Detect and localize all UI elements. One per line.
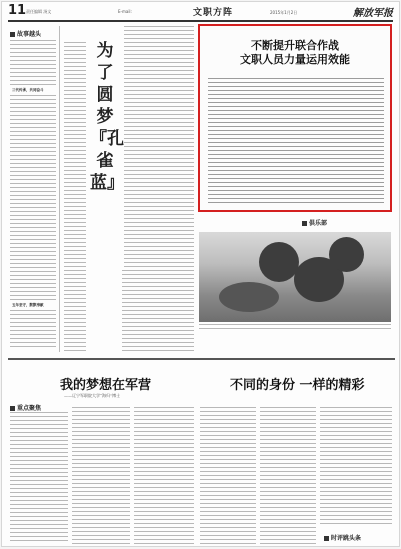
lower-middle-text	[122, 270, 194, 352]
featured-title-line-1: 不断提升联合作战	[251, 39, 339, 52]
bottom-left-column-heading: 重点聚焦	[10, 403, 41, 412]
column-rule	[59, 26, 60, 352]
section-divider	[8, 358, 395, 360]
left-column-text-1	[10, 40, 56, 85]
square-bullet-icon	[10, 32, 15, 37]
issue-date: 2015年1月2日	[270, 10, 298, 15]
bottom-right-title: 不同的身份 一样的精彩	[230, 378, 365, 393]
square-bullet-icon	[302, 221, 307, 226]
vertical-headline: 为了 圆梦 『孔雀 蓝』	[90, 41, 124, 193]
square-bullet-icon	[10, 406, 15, 411]
featured-article-text	[208, 78, 384, 206]
featured-article-box	[198, 24, 392, 212]
bottom-left-title: 我的梦想在军营	[60, 378, 152, 393]
newspaper-page	[1, 1, 400, 547]
editor-email: E-mail:	[118, 9, 132, 14]
bottom-left-text-1	[10, 412, 68, 544]
side-heading: 俱乐部	[302, 218, 327, 227]
left-subhead-2: 五年坚守，默默奉献	[12, 303, 44, 307]
page-header	[8, 4, 393, 22]
newspaper-logo: 解放军报	[353, 8, 393, 19]
bottom-right-column-heading: 时评跳头条	[324, 533, 361, 542]
left-column-text-3	[10, 310, 56, 350]
bottom-left-text-2	[72, 407, 130, 544]
editor-info: 责任编辑 汤文	[26, 9, 52, 14]
section-title: 文职方阵	[193, 8, 234, 18]
photo-caption	[199, 324, 391, 332]
featured-title-line-2: 文职人员力量运用效能	[240, 53, 350, 66]
bottom-left-subtitle: ——辽宁军职院大学“海归”博士	[64, 393, 121, 398]
left-subhead-1: 三代传承，共同奋斗	[12, 88, 44, 92]
bottom-right-text-2	[260, 407, 316, 544]
page-number: 11	[8, 3, 27, 18]
soldiers-photo	[199, 232, 391, 322]
square-bullet-icon	[324, 536, 329, 541]
bottom-right-text-3	[320, 407, 392, 525]
middle-left-text	[64, 42, 86, 352]
bottom-right-text-1	[200, 407, 256, 544]
bottom-left-text-3	[134, 407, 194, 544]
left-column-heading: 故事越头	[10, 29, 41, 38]
left-column-text-2	[10, 95, 56, 300]
